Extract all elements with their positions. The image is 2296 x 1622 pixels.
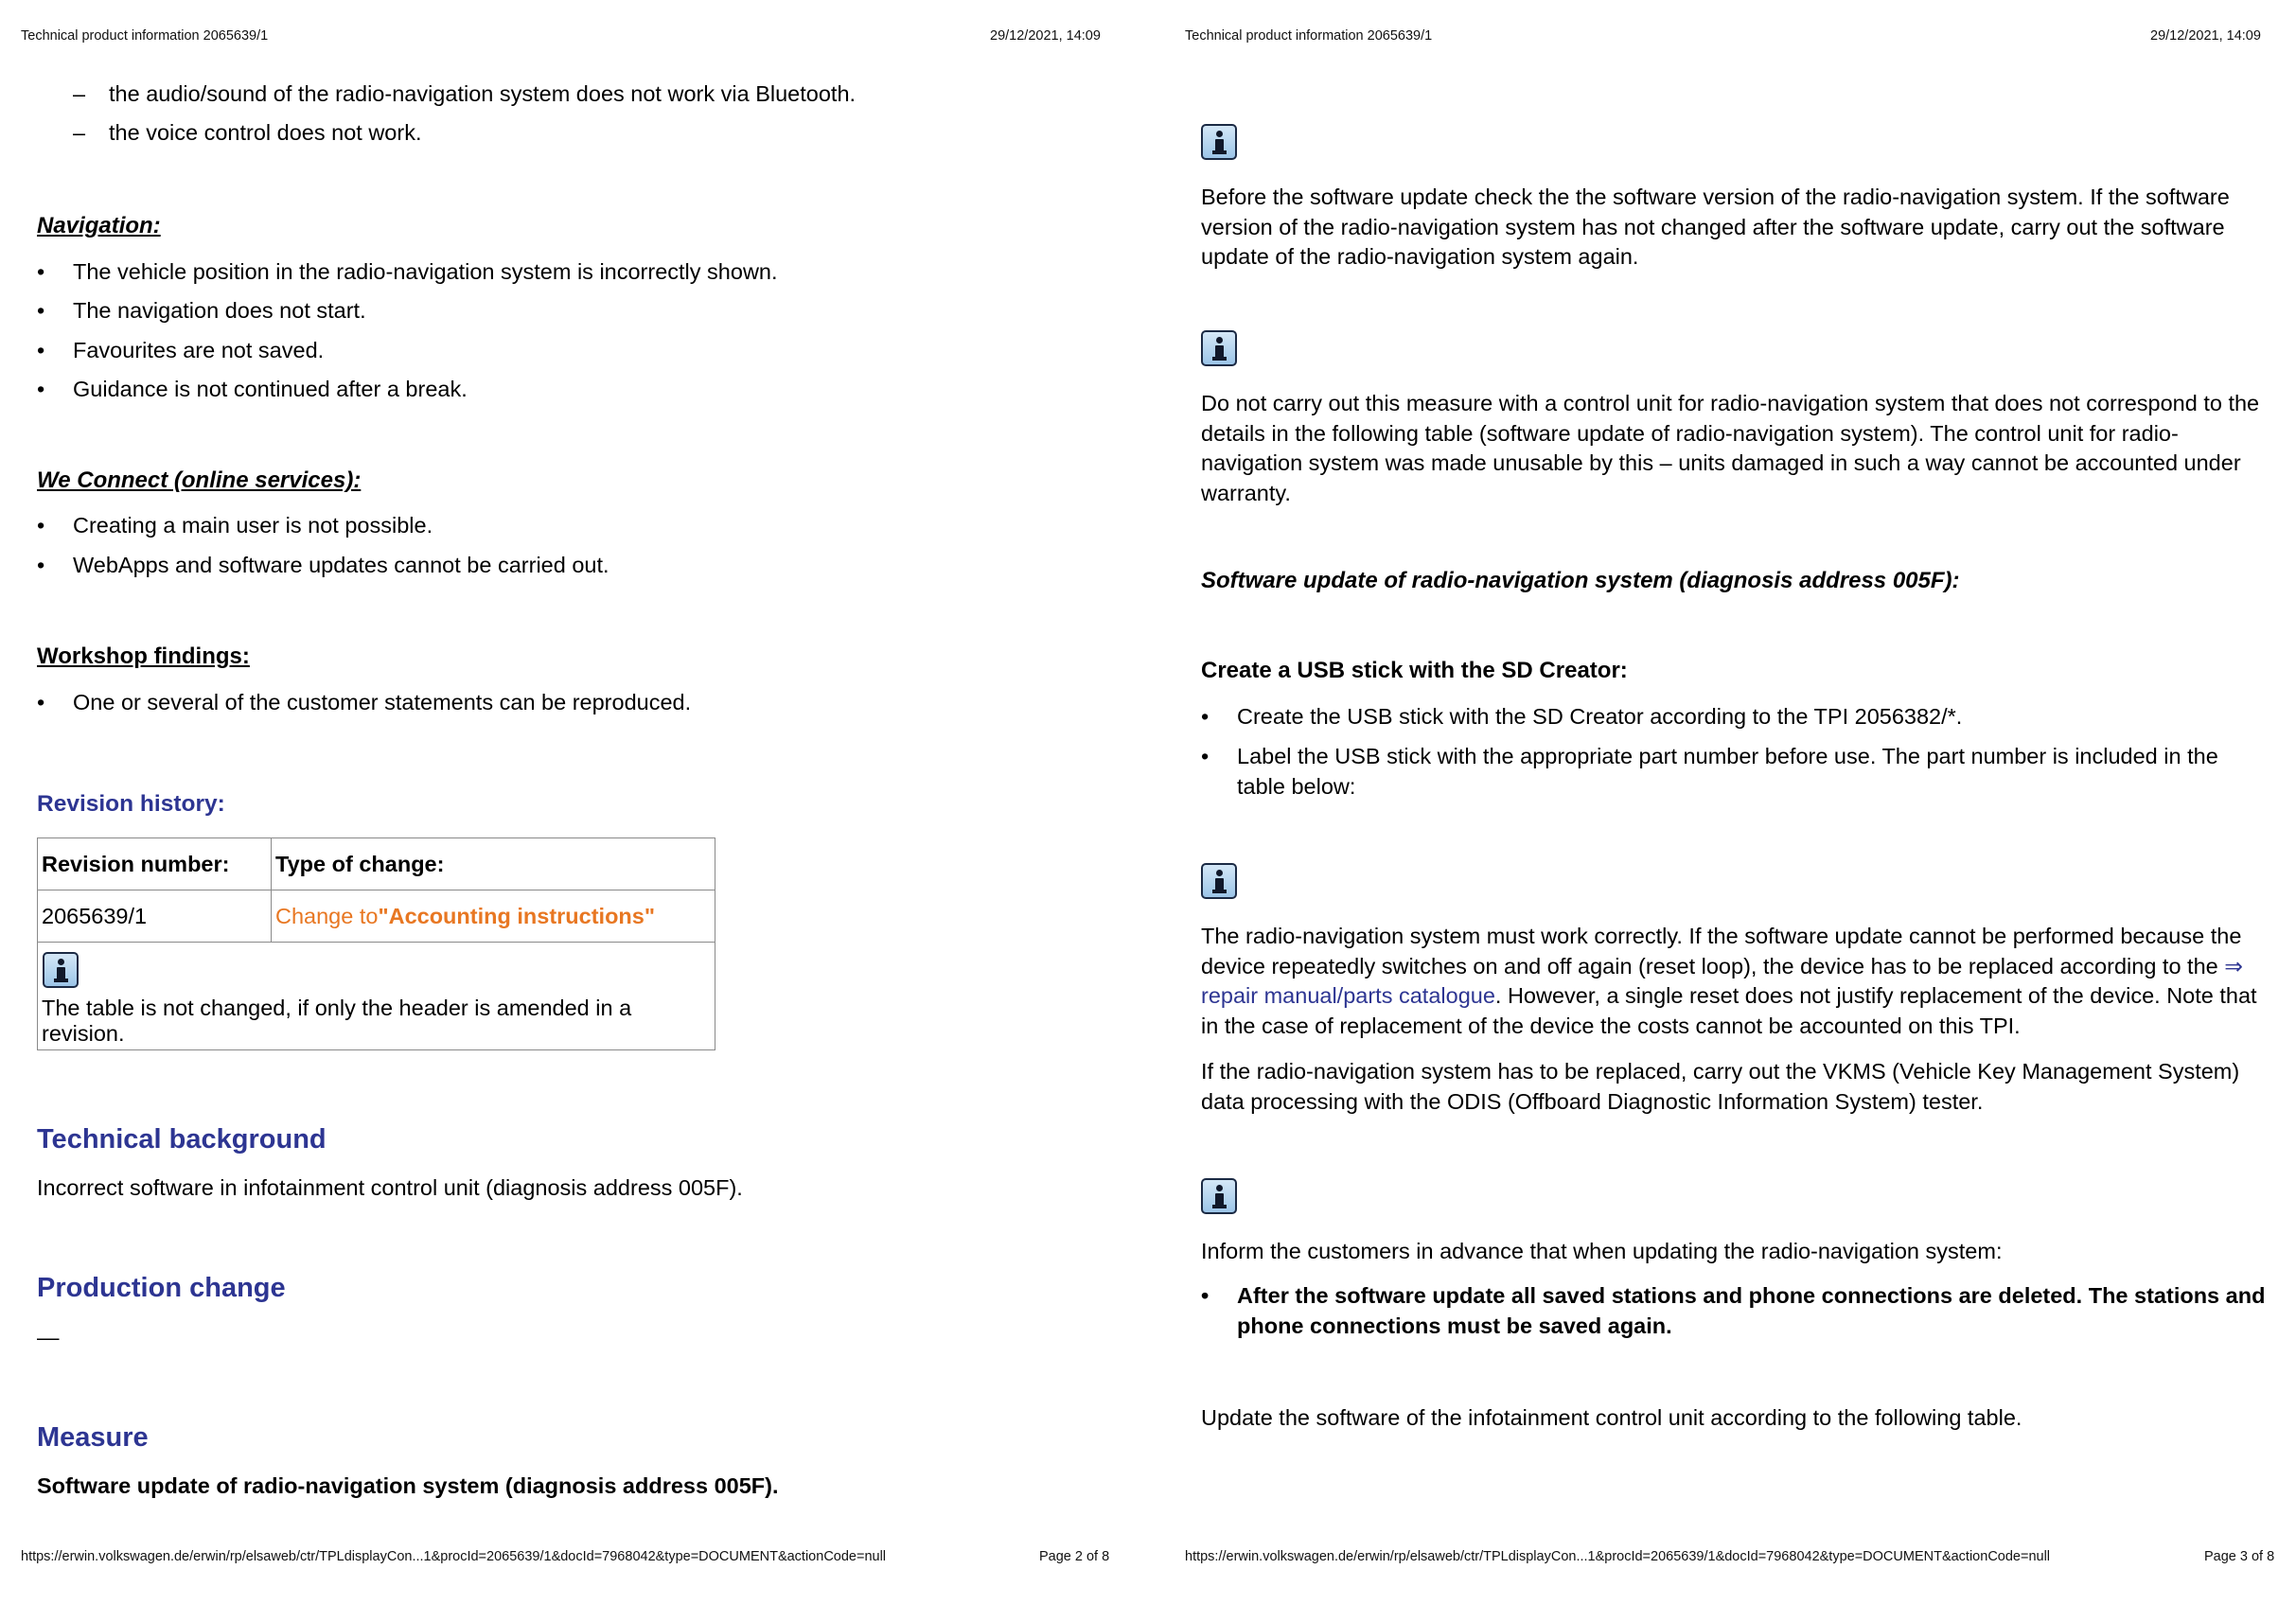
revision-heading: Revision history: — [37, 791, 225, 817]
production-change-text: — — [37, 1325, 60, 1349]
footer-url[interactable]: https://erwin.volkswagen.de/erwin/rp/elsaweb/ctr/TPLdisplayCon...1&procId=2065639/1&docId=7968042&type=DOCUMENT&actionCode=null — [21, 1549, 887, 1564]
info-text: Do not carry out this measure with a control unit for radio-navigation system that does not correspond to the details in the following table (software update of radio-navigation system). The control unit for radio-navigation system was made unusable by this – units damaged in such a way cannot be accounted under warranty. — [1201, 391, 2260, 505]
header-datetime: 29/12/2021, 14:09 — [990, 28, 1101, 44]
footer-url[interactable]: https://erwin.volkswagen.de/erwin/rp/elsaweb/ctr/TPLdisplayCon...1&procId=2065639/1&docId=7968042&type=DOCUMENT&actionCode=null — [1185, 1549, 2051, 1564]
repair-manual-link[interactable]: ⇒ repair manual/parts catalogue — [1201, 953, 2243, 1008]
header-datetime: 29/12/2021, 14:09 — [2150, 28, 2261, 44]
revision-table — [37, 837, 715, 1050]
workshop-heading: Workshop findings: — [37, 644, 250, 669]
revision-note-cell — [38, 943, 715, 1050]
info-icon — [1201, 1178, 1237, 1214]
info-icon — [1201, 330, 1237, 366]
measure-text: Software update of radio-navigation system (diagnosis address 005F). — [37, 1473, 779, 1498]
info-text: If the radio-navigation system has to be replaced, carry out the VKMS (Vehicle Key Management System) data processing with the ODIS (Offboard Diagnostic Information System) tester. — [1201, 1059, 2240, 1114]
technical-background-text: Incorrect software in infotainment control unit (diagnosis address 005F). — [37, 1175, 743, 1200]
footer-page-number: Page 3 of 8 — [2204, 1549, 2275, 1564]
header-title: Technical product information 2065639/1 — [1185, 28, 1433, 44]
navigation-heading: Navigation: — [37, 213, 161, 238]
info-text: The radio-navigation system must work correctly. If the software update cannot be performed because the device repeatedly switches on and off again (reset loop), the device has to be replaced according to the ⇒ repair manual/parts catalogue. However, a single reset does not justify replacement of the device. Note that in the case of replacement of the device the costs cannot be accounted on this TPI. — [1201, 924, 2257, 1038]
software-update-heading: Software update of radio-navigation system (diagnosis address 005F): — [1201, 568, 1960, 593]
info-icon — [1201, 124, 1237, 160]
we-connect-heading: We Connect (online services): — [37, 467, 362, 493]
type-of-change-cell: Change to"Accounting instructions" — [272, 890, 715, 943]
info-icon — [1201, 863, 1237, 899]
measure-heading: Measure — [37, 1422, 149, 1453]
header-title: Technical product information 2065639/1 — [21, 28, 269, 44]
technical-background-heading: Technical background — [37, 1124, 327, 1155]
info-text: Before the software update check the the software version of the radio-navigation system. If the software version of the radio-navigation system has not changed after the software update, carry out the software update of the radio-navigation system again. — [1201, 185, 2230, 269]
usb-heading: Create a USB stick with the SD Creator: — [1201, 658, 1628, 683]
page-3: Technical product information 2065639/1 29/12/2021, 14:09 Before the software update check the the software version of the radio-navigation system. If the software version of the radio-navigation system has not changed after the software update, carry out the software update of the radio-navigation system again. Do not carry out this measure with a control unit for radio-navigation system that does not correspond to the details in the following table (software update of radio-navigation system). The control unit for radio-navigation system was made unusable by this – units damaged in such a way cannot be accounted under warranty. Software update of radio-navigation system (diagnosis address 005F): Create a USB stick with the SD Creator: • Create the USB stick with the SD Creator according to the TPI 2056382/*. • Label the USB stick with the appropriate part number before use. The part number is included in the table below: The radio-navigation system must work correctly. If the software update cannot be performed because the device repeatedly switches on and off again (reset loop), the device has to be replaced according to the ⇒ repair manual/parts catalogue. However, a single reset does not justify replacement of the device. Note that in the case of replacement of the device the costs cannot be accounted on this TPI. If the radio-navigation system has to be replaced, carry out the VKMS (Vehicle Key Management System) data processing with the ODIS (Offboard Diagnostic Information System) tester. Inform the customers in advance that when updating the radio-navigation system: • After the software update all saved stations and phone connections are deleted. The stations and phone connections must be saved again. Update the software of the infotainment control unit according to the following table. https://erwin.volkswagen.de/erwin/rp/elsaweb/ctr/TPLdisplayCon...1&procId=2065639/1&docId=7968042&type=DOCUMENT&actionCode=null Page 3 of 8 — [1185, 28, 2275, 1564]
page-2: Technical product information 2065639/1 29/12/2021, 14:09 – the audio/sound of the radio-navigation system does not work via Bluetooth. – the voice control does not work. Navigation: • The vehicle position in the radio-navigation system is incorrectly shown. • The navigation does not start. • Favourites are not saved. • Guidance is not continued after a break. We Connect (online services): • Creating a main user is not possible. • WebApps and software updates cannot be carried out. Workshop findings: • One or several of the customer statements can be reproduced. Revision history: Revision number: Type of change: 2065639/1 Change to"Accounting instructions" The table is not changed, if only the header is amended in a revision. Technical background Incorrect software in infotainment control unit (diagnosis address 005F). Production change — Measure Software update of radio-navigation system (diagnosis address 005F). https://erwin.volkswagen.de/erwin/rp/elsaweb/ctr/TPLdisplayCon...1&procId=2065639/1&docId=7968042&type=DOCUMENT&actionCode=null Page 2 of 8 — [21, 28, 1110, 1564]
revision-note: The table is not changed, if only the header is amended in a revision. — [42, 996, 632, 1046]
revision-number-cell: 2065639/1 — [38, 890, 272, 943]
table-header-type-of-change: Type of change: — [272, 838, 715, 890]
table-header-revision-number: Revision number: — [38, 838, 272, 890]
info-text: Inform the customers in advance that when updating the radio-navigation system: — [1201, 1239, 2003, 1263]
update-text: Update the software of the infotainment control unit according to the following table. — [1201, 1405, 2022, 1430]
production-change-heading: Production change — [37, 1273, 286, 1303]
footer-page-number: Page 2 of 8 — [1039, 1549, 1110, 1564]
info-icon — [43, 952, 79, 988]
